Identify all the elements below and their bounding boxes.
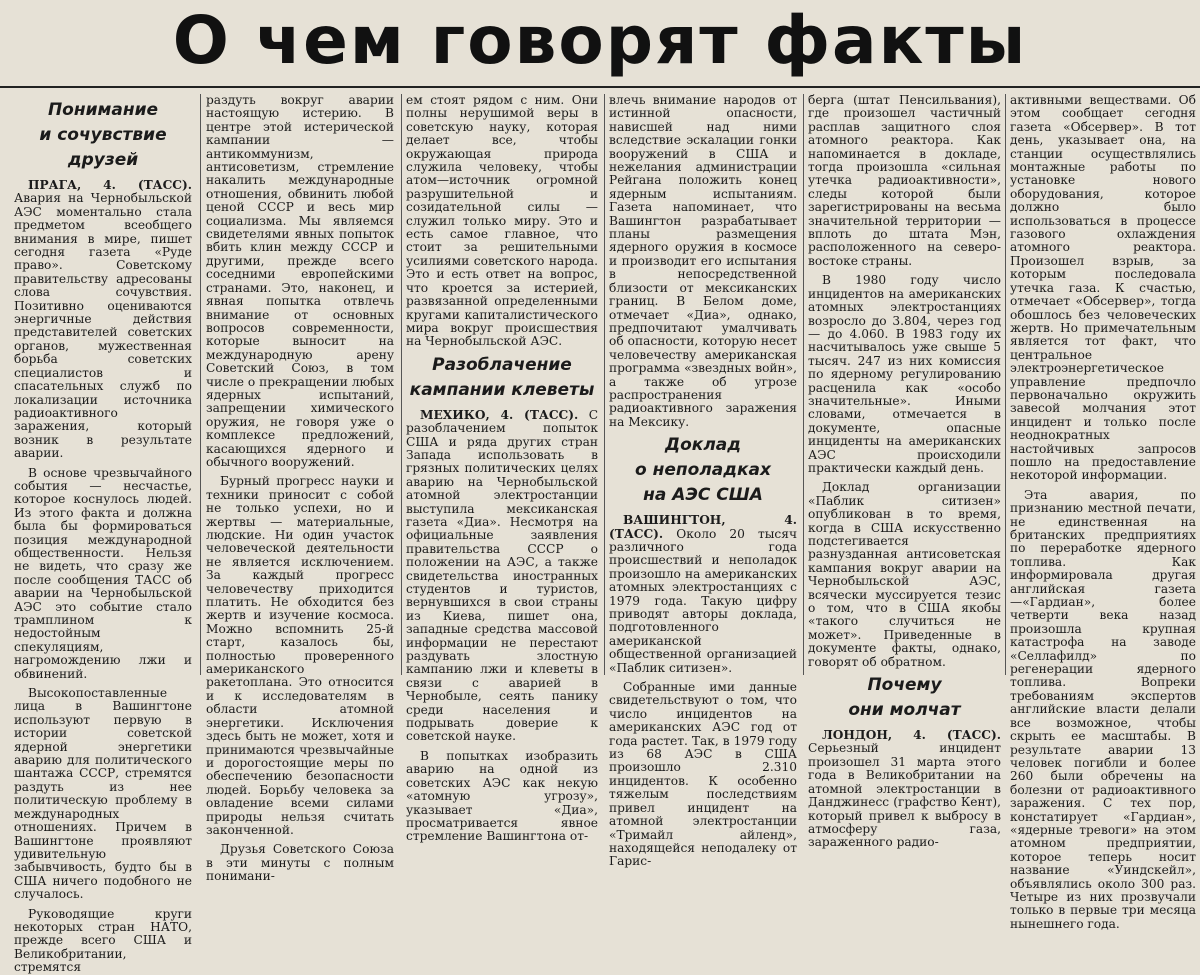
paragraph-text: В основе чрезвычайного события — несчастье, которое коснулось людей. Из этого факта и должна была бы формироваться позиция международной общественности. Нельзя не видеть, что сразу же после сообщения ТАСС об аварии на Чернобыльской АЭС это событие стало трамплином к недостойным спекуляциям, нагромождению лжи и обвинений.: [14, 465, 192, 681]
paragraph-text: В попытках изобразить аварию на одной из советских АЭС как некую «атомную угрозу», указывает «Диа», просматривается явное стремление Вашингтона от-: [406, 748, 598, 844]
column-divider: [604, 94, 605, 675]
paragraph-text: Около 20 тысяч различного года происшествий и неполадок произошло на американских атомных электростанциях с 1979 года. Такую цифру приводят авторы доклада, подготовленного американской общественной организацией «Паблик ситизен».: [609, 526, 797, 675]
article-paragraph: [609, 681, 797, 869]
article-paragraph: [14, 467, 192, 682]
article-paragraph: [1010, 489, 1196, 931]
article-subheading: [406, 353, 598, 403]
article-column-3: [406, 93, 599, 844]
paragraph-text: Серьезный инцидент произошел 31 марта этого года в Великобритании на атомной электростанции в Данджинесс (графство Кент), который привел к выбросу в атмосферу газа, зараженного радио-: [808, 741, 1001, 850]
headline-rule: [0, 86, 1200, 88]
paragraph-text: Собранные ими данные свидетельствуют о том, что число инцидентов на американских АЭС год от года растет. Так, в 1979 году из 68 АЭС в США произошло 2.310 инцидентов. К особенно тяжелым последствиям привел инцидент на атомной электростанции «Тримайл айленд», находящейся неподалеку от Гарис-: [609, 680, 797, 869]
article-column-5: [808, 93, 1001, 850]
paragraph-text: берга (штат Пенсильвания), где произошел частичный расплав защитного слоя атомного реактора. Как напоминается в докладе, тогда произошла «сильная утечка радиоактивности», следы которой были зарегистрированы на весьма значительной территории — вплоть до штата Мэн, расположенного на северо-востоке страны.: [808, 93, 1001, 268]
article-subheading: [14, 98, 192, 173]
dateline: ВАШИНГТОН, 4. (ТАСС).: [609, 513, 797, 541]
dateline: ПРАГА, 4. (ТАСС).: [28, 178, 192, 192]
paragraph-text: Эта авария, по признанию местной печати, не единственная на британских предприятиях по переработке ядерного топлива. Как информировала другая английская газета—«Гардиан», более четверти века назад произошла крупная катастрофа на заводе «Селлафилд» по регенерации ядерного топлива. Вопреки требованиям экспертов английские власти делали все возможное, чтобы скрыть ее масштабы. В результате аварии 13 человек погибли и более 260 были обречены на болезни от радиоактивного заражения. С тех пор, констатирует «Гардиан», «ядерные тревоги» на этом атомном предприятии, которое теперь носит название «Уиндскейл», объявлялись около 300 раз. Четыре из них прозвучали только в первые три месяца нынешнего года.: [1010, 487, 1196, 931]
paragraph-text: влечь внимание народов от истинной опасности, нависшей над ними вследствие эскалации гонки вооружений в США и нежелания администрации Рейгана положить конец ядерным испытаниям. Газета напоминает, что Вашингтон разрабатывает планы размещения ядерного оружия в космосе и производит его испытания в непосредственной близости от мексиканских границ. В Белом доме, отмечает «Диа», однако, предпочитают умалчивать об опасности, которую несет человечеству американская программа «звездных войн», а также об угрозе распространения радиоактивного заражения на Мексику.: [609, 93, 797, 429]
paragraph-text: раздуть вокруг аварии настоящую истерию. В центре этой истерической кампании — антикоммунизм, антисоветизм, стремление накалить международные отношения, обвинить любой ценой СССР и весь мир социализма. Мы являемся свидетелями явных попыток вбить клин между СССР и другими, прежде всего соседними европейскими странами. Это, наконец, и явная попытка отвлечь внимание от основных вопросов современности, которые выносит на международную арену Советский Союз, в том числе о прекращении любых ядерных испытаний, запрещении химического оружия, не говоря уже о комплексе предложений, касающихся ядерного и обычного вооружений.: [206, 93, 394, 469]
article-column-2: [206, 93, 394, 884]
article-paragraph: [14, 687, 192, 902]
column-divider: [803, 94, 804, 675]
subheading-line: и сочувствие друзей: [39, 125, 167, 170]
subheading-line: Разоблачение: [432, 354, 572, 375]
article-paragraph: [406, 409, 598, 744]
article-column-6: [1010, 93, 1196, 931]
paragraph-text: ем стоят рядом с ним. Они полны нерушимой веры в советскую науку, которая делает все, чтобы окружающая природа служила человеку, чтобы атом—источник огромной разрушительной и созидательной силы — служил только миру. Это и есть самое главное, что стоит за решительными усилиями советского народа. Это и есть ответ на вопрос, что кроется за истерией, развязанной определенными кругами капиталистического мира вокруг происшествия на Чернобыльской АЭС.: [406, 93, 598, 349]
paragraph-text: Друзья Советского Союза в эти минуты с полным понимани-: [206, 842, 394, 884]
paragraph-text: Авария на Чернобыльской АЭС моментально стала предметом всеобщего внимания в мире, пишет сегодня газета «Руде право». Советскому правительству адресованы слова сочувствия. Позитивно оцениваются энергичные действия представителей советских органов, мужественная борьба советских специалистов и спасательных служб по локализации источника радиоактивного заражения, который возник в результате аварии.: [14, 191, 192, 461]
column-divider: [200, 94, 201, 675]
paragraph-text: Руководящие круги некоторых стран НАТО, прежде всего США и Великобритании, стремятся: [14, 906, 192, 975]
subheading-line: они молчат: [848, 700, 961, 721]
article-paragraph: [609, 94, 797, 429]
article-paragraph: [808, 94, 1001, 268]
article-paragraph: [609, 514, 797, 675]
article-paragraph: [406, 94, 598, 349]
article-paragraph: [808, 729, 1001, 850]
article-paragraph: [1010, 94, 1196, 483]
subheading-line: Доклад: [664, 435, 741, 456]
paragraph-text: С разоблачением попыток США и ряда других стран Запада использовать в грязных политических целях аварию на Чернобыльской атомной электростанции выступила мексиканская газета «Диа». Несмотря на официальные заявления правительства СССР о положении на АЭС, а также свидетельства иностранных студентов и туристов, вернувшихся в свои страны из Киева, пишет она, западные средства массовой информации не перестают раздувать злостную кампанию лжи и клеветы в связи с аварией в Чернобыле, сеять панику среди населения и подрывать доверие к советской науке.: [406, 407, 599, 744]
paragraph-text: активными веществами. Об этом сообщает сегодня газета «Обсервер». В тот день, указывает она, на станции осуществлялись монтажные работы по установке нового оборудования, которое должно было использоваться в процессе газового охлаждения атомного реактора. Произошел взрыв, за которым последовала утечка газа. К счастью, отмечает «Обсервер», тогда обошлось без человеческих жертв. Но примечательным является тот факт, что центральное электроэнергетическое управление предпочло первоначально окружить завесой молчания этот инцидент и только после неоднократных настойчивых запросов пошло на предоставление некоторой информации.: [1010, 93, 1196, 483]
article-paragraph: [206, 843, 394, 883]
page-headline: О чем говорят факты: [172, 2, 1028, 79]
subheading-line: о неполадках: [635, 460, 771, 481]
subheading-line: кампании клеветы: [409, 379, 595, 400]
subheading-line: на АЭС США: [643, 485, 763, 506]
article-paragraph: [808, 481, 1001, 669]
article-subheading: [609, 433, 797, 508]
article-paragraph: [14, 179, 192, 461]
article-paragraph: [406, 750, 598, 844]
article-paragraph: [14, 908, 192, 975]
article-column-4: [609, 93, 797, 869]
dateline: МЕХИКО, 4. (ТАСС).: [420, 407, 579, 422]
paragraph-text: Доклад организации «Паблик ситизен» опубликован в то время, когда в США искусственно подстегивается разнузданная антисоветская кампания вокруг аварии на Чернобыльской АЭС, всячески муссируется тезис о том, что в США якобы «такого случиться не может». Приведенные в документе факты, однако, говорят об обратном.: [808, 480, 1001, 669]
article-column-1: [14, 94, 192, 975]
article-subheading: [808, 673, 1001, 723]
paragraph-text: В 1980 году число инцидентов на американских атомных электростанциях возросло до 3.804, через год — до 4.060. В 1983 году их насчитывалось уже свыше 5 тысяч. 247 из них комиссия по ядерному регулированию расценила как «особо значительные». Иными словами, отмечается в документе, опасные инциденты на американских АЭС происходили практически каждый день.: [808, 273, 1001, 475]
column-divider: [401, 94, 402, 675]
column-divider: [1005, 94, 1006, 675]
article-paragraph: [808, 274, 1001, 475]
subheading-line: Понимание: [47, 100, 159, 120]
article-paragraph: [206, 94, 394, 469]
article-paragraph: [206, 475, 394, 837]
dateline: ЛОНДОН, 4. (ТАСС).: [822, 728, 1001, 743]
subheading-line: Почему: [867, 675, 942, 696]
paragraph-text: Бурный прогресс науки и техники приносит с собой не только успехи, но и жертвы — материальные, людские. Ни один участок человеческой деятельности не является исключением. За каждый прогресс человечеству приходится платить. Не обходится без жертв и изучение космоса. Можно вспомнить 25-й старт, казалось бы, полностью проверенного американского ракетоплана. Это относится и к исследователям в области атомной энергетики. Исключения здесь быть не может, хотя и принимаются чрезвычайные и дорогостоящие меры по обеспечению безопасности людей. Борьбу человека за овладение всеми силами природы нельзя считать законченной.: [206, 474, 394, 837]
paragraph-text: Высокопоставленные лица в Вашингтоне используют первую в истории советской ядерной энергетики аварию для политического шантажа СССР, стремятся раздуть из нее политическую проблему в международных отношениях. Причем в Вашингтоне проявляют удивительную забывчивость, будто бы в США ничего подобного не случалось.: [14, 686, 192, 902]
